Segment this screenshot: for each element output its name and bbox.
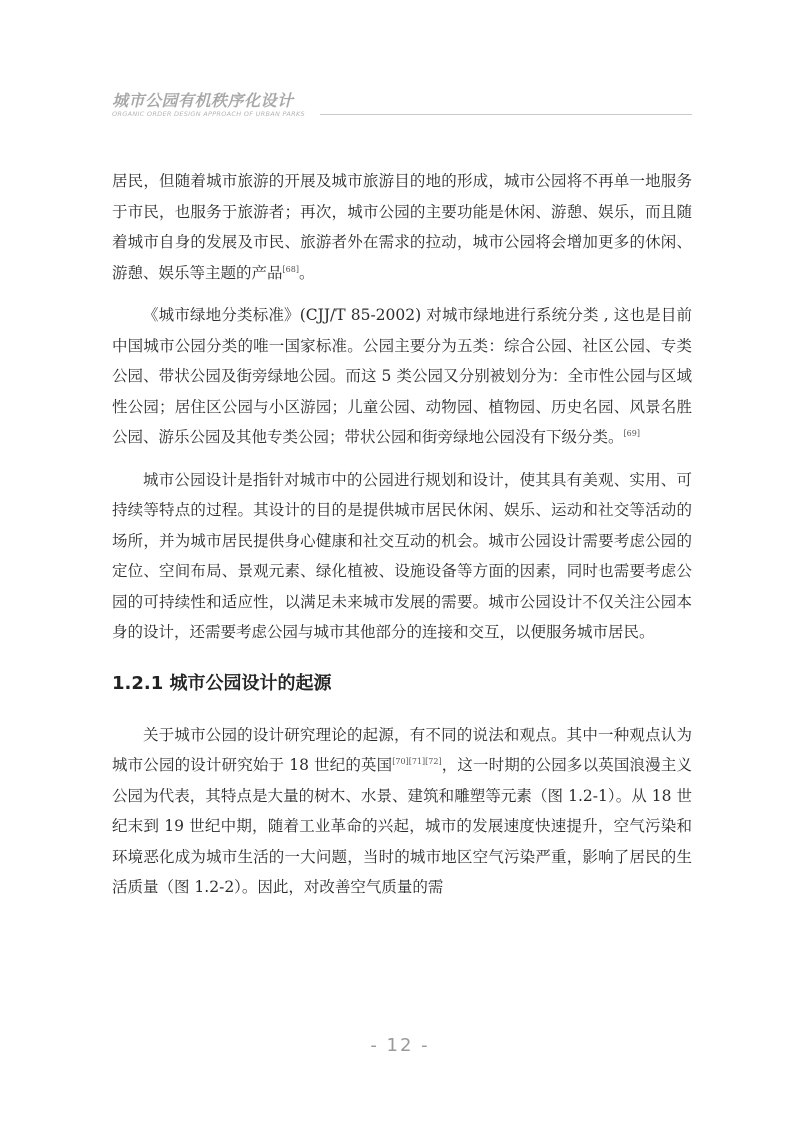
body-text [112, 166, 692, 915]
paragraph-2-text: 《城市绿地分类标准》(CJJ/T 85-2002) 对城市绿地进行系统分类 , 这也是目前中国城市公园分类的唯一国家标准。公园主要分为五类：综合公园、社区公园、专类公园、带状公园及街旁绿地公园。而这 5 类公园又分别被划分为：全市性公园与区域性公园；居住区公园与小区游园；儿童公园、动物园、植物园、历史名园、风景名胜公园、游乐公园及其他专类公园；带状公园和街旁绿地公园没有下级分类。 [112, 306, 692, 446]
paragraph-3 [112, 465, 692, 648]
paragraph-1-text: 居民，但随着城市旅游的开展及城市旅游目的地的形成，城市公园将不再单一地服务于市民，也服务于旅游者；再次，城市公园的主要功能是休闲、游憩、娱乐，而且随着城市自身的发展及市民、旅游者外在需求的拉动，城市公园将会增加更多的休闲、游憩、娱乐等主题的产品 [112, 172, 692, 282]
paragraph-4-text-after: ，这一时期的公园多以英国浪漫主义公园为代表，其特点是大量的树木、水景、建筑和雕塑等元素（图 1.2-1）。从 18 世纪末到 19 世纪中期，随着工业革命的兴起，城市的发展速度快速提升，空气污染和环境恶化成为城市生活的一大问题，当时的城市地区空气污染严重，影响了居民的生活质量（图 1.2-2）。因此，对改善空气质量的需 [112, 756, 692, 896]
page-number: - 12 - [370, 1035, 430, 1056]
paragraph-1-tail: 。 [298, 263, 315, 282]
header-subtitle: ORGANIC ORDER DESIGN APPROACH OF URBAN PARKS [112, 110, 305, 118]
paragraph-2 [112, 300, 692, 453]
header-title: 城市公园有机秩序化设计 [112, 91, 294, 110]
paragraph-3-text: 城市公园设计是指针对城市中的公园进行规划和设计，使其具有美观、实用、可持续等特点的过程。其设计的目的是提供城市居民休闲、娱乐、运动和社交等活动的场所，并为城市居民提供身心健康和社交互动的机会。城市公园设计需要考虑公园的定位、空间布局、景观元素、绿化植被、设施设备等方面的因素，同时也需要考虑公园的可持续性和适应性，以满足未来城市发展的需要。城市公园设计不仅关注公园本身的设计，还需要考虑公园与城市其他部分的连接和交互，以便服务城市居民。 [112, 470, 692, 641]
citation-70-72: [70][71][72] [392, 756, 442, 766]
section-heading: 1.2.1 城市公园设计的起源 [112, 672, 332, 694]
paragraph-4 [112, 720, 692, 903]
citation-68: [68] [282, 264, 299, 274]
citation-69: [69] [623, 428, 640, 438]
paragraph-4-text-before: 关于城市公园的设计研究理论的起源，有不同的说法和观点。其中一种观点认为城市公园的设计研究始于 18 世纪的英国 [112, 725, 692, 774]
paragraph-1 [112, 166, 692, 288]
header-rule [320, 114, 692, 115]
running-header [112, 88, 692, 128]
